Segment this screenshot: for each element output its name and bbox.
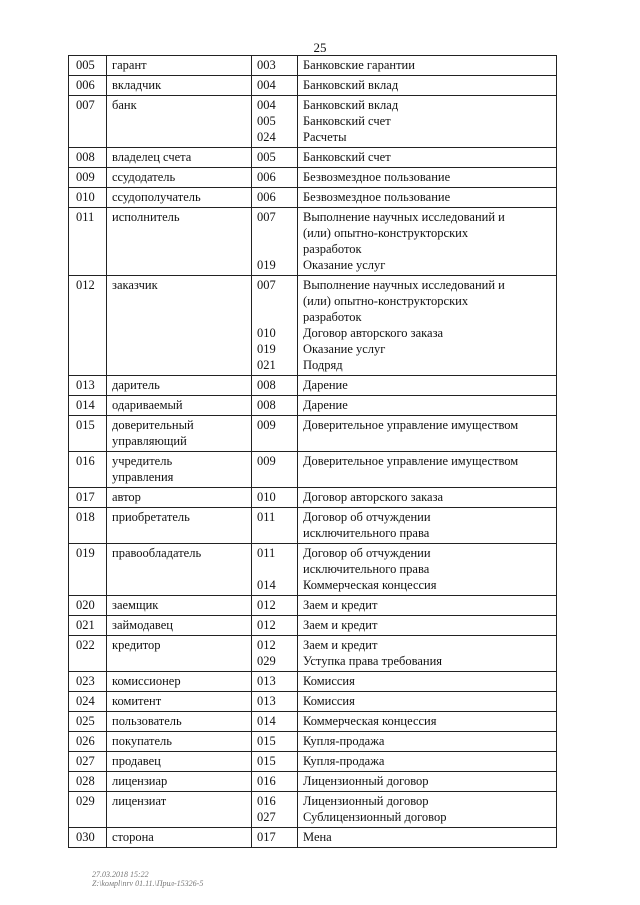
role-line: покупатель — [112, 734, 172, 748]
contract-code: 021 — [257, 358, 276, 372]
role-cell — [107, 96, 252, 148]
contract-cell — [298, 672, 557, 692]
table-row — [69, 544, 557, 596]
page-number: 25 — [313, 40, 327, 55]
code-cell — [252, 276, 298, 376]
row-number: 019 — [76, 546, 95, 560]
role-line: банк — [112, 98, 137, 112]
contract-line: исключительного права — [303, 562, 430, 576]
contract-cell — [298, 96, 557, 148]
role-cell — [107, 208, 252, 276]
role-cell — [107, 616, 252, 636]
contract-line: Купля-продажа — [303, 754, 385, 768]
contract-code: 007 — [257, 210, 276, 224]
table-row — [69, 712, 557, 732]
role-line: даритель — [112, 378, 160, 392]
role-line: займодавец — [112, 618, 173, 632]
table-row — [69, 56, 557, 76]
contract-code: 029 — [257, 654, 276, 668]
role-cell — [107, 732, 252, 752]
file-footer — [92, 870, 203, 888]
contract-cell — [298, 276, 557, 376]
row-number-cell — [69, 76, 107, 96]
role-line: владелец счета — [112, 150, 192, 164]
row-number-cell — [69, 752, 107, 772]
row-number: 028 — [76, 774, 95, 788]
row-number: 030 — [76, 830, 95, 844]
row-number-cell — [69, 488, 107, 508]
contract-code: 009 — [257, 454, 276, 468]
code-cell — [252, 56, 298, 76]
role-cell — [107, 396, 252, 416]
row-number: 027 — [76, 754, 95, 768]
role-line: заемщик — [112, 598, 159, 612]
contract-cell — [298, 148, 557, 168]
contract-cell — [298, 376, 557, 396]
contract-code: 019 — [257, 342, 276, 356]
table-row — [69, 168, 557, 188]
row-number: 023 — [76, 674, 95, 688]
role-cell — [107, 792, 252, 828]
contract-line: Банковский вклад — [303, 98, 399, 112]
contract-cell — [298, 732, 557, 752]
role-cell — [107, 76, 252, 96]
contract-cell — [298, 792, 557, 828]
contract-code: 006 — [257, 170, 276, 184]
row-number-cell — [69, 208, 107, 276]
row-number: 017 — [76, 490, 95, 504]
contract-line: Безвозмездное пользование — [303, 190, 451, 204]
code-cell — [252, 692, 298, 712]
contract-cell — [298, 712, 557, 732]
table-row — [69, 828, 557, 848]
role-cell — [107, 544, 252, 596]
contract-line: Расчеты — [303, 130, 347, 144]
code-cell — [252, 416, 298, 452]
row-number-cell — [69, 616, 107, 636]
contract-code: 016 — [257, 794, 276, 808]
contract-cell — [298, 188, 557, 208]
contract-cell — [298, 488, 557, 508]
contract-code: 010 — [257, 326, 276, 340]
table-row — [69, 616, 557, 636]
row-number: 011 — [76, 210, 95, 224]
table-row — [69, 76, 557, 96]
row-number-cell — [69, 188, 107, 208]
row-number: 029 — [76, 794, 95, 808]
row-number: 016 — [76, 454, 95, 468]
role-line: ссудополучатель — [112, 190, 201, 204]
contract-line: Договор авторского заказа — [303, 490, 444, 504]
code-cell — [252, 544, 298, 596]
code-cell — [252, 636, 298, 672]
role-cell — [107, 168, 252, 188]
contract-cell — [298, 752, 557, 772]
contract-line: Мена — [303, 830, 332, 844]
contract-code: 017 — [257, 830, 276, 844]
contract-line: Лицензионный договор — [303, 774, 429, 788]
contract-cell — [298, 636, 557, 672]
contract-code: 012 — [257, 618, 276, 632]
contract-line: Договор об отчуждении — [303, 546, 431, 560]
contract-line: Выполнение научных исследований и — [303, 210, 505, 224]
contract-line: Комиссия — [303, 694, 355, 708]
row-number-cell — [69, 596, 107, 616]
contract-code: 009 — [257, 418, 276, 432]
row-number: 022 — [76, 638, 95, 652]
contract-line: Оказание услуг — [303, 342, 386, 356]
contract-code: 024 — [257, 130, 276, 144]
contract-line: Дарение — [303, 378, 348, 392]
contract-line: Сублицензионный договор — [303, 810, 447, 824]
contract-code: 004 — [257, 78, 276, 92]
row-number-cell — [69, 692, 107, 712]
contract-line: Уступка права требования — [303, 654, 443, 668]
role-cell — [107, 276, 252, 376]
contract-line: разработок — [303, 242, 362, 256]
row-number: 014 — [76, 398, 95, 412]
contract-code: 013 — [257, 694, 276, 708]
role-line: управления — [112, 470, 174, 484]
contract-cell — [298, 208, 557, 276]
contract-line: Купля-продажа — [303, 734, 385, 748]
code-cell — [252, 452, 298, 488]
code-cell — [252, 772, 298, 792]
code-cell — [252, 96, 298, 148]
table-row — [69, 416, 557, 452]
row-number: 009 — [76, 170, 95, 184]
code-cell — [252, 188, 298, 208]
role-cell — [107, 148, 252, 168]
table-row — [69, 208, 557, 276]
table-row — [69, 672, 557, 692]
role-line: гарант — [112, 58, 147, 72]
row-number: 006 — [76, 78, 95, 92]
table-row — [69, 636, 557, 672]
row-number-cell — [69, 828, 107, 848]
row-number-cell — [69, 56, 107, 76]
role-cell — [107, 752, 252, 772]
row-number: 021 — [76, 618, 95, 632]
contract-cell — [298, 416, 557, 452]
table-row — [69, 96, 557, 148]
role-line: лицензиат — [112, 794, 167, 808]
footer-path: Z:\koмpl\nrv 01.11.\Прил-15326-5 — [92, 879, 204, 888]
contract-cell — [298, 772, 557, 792]
role-cell — [107, 488, 252, 508]
table-row — [69, 792, 557, 828]
contract-cell — [298, 56, 557, 76]
contract-cell — [298, 616, 557, 636]
table-row — [69, 772, 557, 792]
contract-line: Банковский счет — [303, 150, 391, 164]
role-cell — [107, 508, 252, 544]
row-number-cell — [69, 508, 107, 544]
role-cell — [107, 452, 252, 488]
contract-code: 008 — [257, 378, 276, 392]
code-cell — [252, 672, 298, 692]
contract-code: 012 — [257, 598, 276, 612]
row-number-cell — [69, 96, 107, 148]
role-line: сторона — [112, 830, 154, 844]
role-cell — [107, 56, 252, 76]
code-cell — [252, 396, 298, 416]
contract-line: Доверительное управление имуществом — [303, 454, 519, 468]
row-number-cell — [69, 672, 107, 692]
role-cell — [107, 672, 252, 692]
contract-code: 015 — [257, 754, 276, 768]
contract-cell — [298, 544, 557, 596]
table-row — [69, 732, 557, 752]
contract-code: 027 — [257, 810, 276, 824]
role-cell — [107, 712, 252, 732]
row-number: 013 — [76, 378, 95, 392]
row-number: 005 — [76, 58, 95, 72]
contract-cell — [298, 828, 557, 848]
contract-line: Договор об отчуждении — [303, 510, 431, 524]
role-line: продавец — [112, 754, 161, 768]
role-cell — [107, 188, 252, 208]
code-cell — [252, 616, 298, 636]
role-cell — [107, 772, 252, 792]
contract-line: Банковские гарантии — [303, 58, 415, 72]
row-number-cell — [69, 376, 107, 396]
code-cell — [252, 752, 298, 772]
contract-code: 013 — [257, 674, 276, 688]
contract-line: Выполнение научных исследований и — [303, 278, 505, 292]
contract-cell — [298, 692, 557, 712]
contract-line: Дарение — [303, 398, 348, 412]
contract-line: (или) опытно-конструкторских — [303, 226, 469, 240]
contract-line: Доверительное управление имуществом — [303, 418, 519, 432]
role-line: одариваемый — [112, 398, 183, 412]
role-line: пользователь — [112, 714, 182, 728]
code-cell — [252, 208, 298, 276]
contract-line: Комиссия — [303, 674, 355, 688]
contract-code: 015 — [257, 734, 276, 748]
table-row — [69, 692, 557, 712]
row-number-cell — [69, 792, 107, 828]
role-line: комиссионер — [112, 674, 181, 688]
contract-line: Заем и кредит — [303, 638, 378, 652]
row-number-cell — [69, 732, 107, 752]
role-line: приобретатель — [112, 510, 190, 524]
row-number: 020 — [76, 598, 95, 612]
contract-cell — [298, 168, 557, 188]
contract-line: разработок — [303, 310, 362, 324]
code-cell — [252, 376, 298, 396]
footer-timestamp: 27.03.2018 15:22 — [92, 870, 149, 879]
code-cell — [252, 148, 298, 168]
table-row — [69, 188, 557, 208]
contract-line: Банковский вклад — [303, 78, 399, 92]
table-row — [69, 452, 557, 488]
contract-cell — [298, 452, 557, 488]
role-line: кредитор — [112, 638, 161, 652]
row-number-cell — [69, 276, 107, 376]
role-line: учредитель — [112, 454, 173, 468]
row-number-cell — [69, 416, 107, 452]
row-number-cell — [69, 712, 107, 732]
code-cell — [252, 596, 298, 616]
row-number: 012 — [76, 278, 95, 292]
contract-code: 005 — [257, 114, 276, 128]
contract-cell — [298, 596, 557, 616]
row-number: 018 — [76, 510, 95, 524]
contract-cell — [298, 396, 557, 416]
code-cell — [252, 508, 298, 544]
table-row — [69, 148, 557, 168]
contract-cell — [298, 508, 557, 544]
contract-code: 003 — [257, 58, 276, 72]
table-row — [69, 376, 557, 396]
role-line: управляющий — [112, 434, 187, 448]
table-row — [69, 596, 557, 616]
role-cell — [107, 376, 252, 396]
contract-code: 008 — [257, 398, 276, 412]
row-number-cell — [69, 544, 107, 596]
contract-code: 012 — [257, 638, 276, 652]
contract-code: 011 — [257, 510, 276, 524]
role-line: вкладчик — [112, 78, 162, 92]
role-contract-table — [68, 55, 557, 848]
table-row — [69, 276, 557, 376]
contract-line: Коммерческая концессия — [303, 714, 437, 728]
contract-code: 014 — [257, 578, 276, 592]
contract-line: Коммерческая концессия — [303, 578, 437, 592]
role-line: комитент — [112, 694, 162, 708]
code-cell — [252, 732, 298, 752]
contract-code: 010 — [257, 490, 276, 504]
role-cell — [107, 636, 252, 672]
role-line: автор — [112, 490, 141, 504]
row-number: 024 — [76, 694, 95, 708]
role-line: доверительный — [112, 418, 194, 432]
role-line: исполнитель — [112, 210, 180, 224]
contract-line: Оказание услуг — [303, 258, 386, 272]
contract-line: Заем и кредит — [303, 598, 378, 612]
row-number-cell — [69, 452, 107, 488]
table-row — [69, 508, 557, 544]
role-line: ссудодатель — [112, 170, 176, 184]
contract-line: Безвозмездное пользование — [303, 170, 451, 184]
contract-line: (или) опытно-конструкторских — [303, 294, 469, 308]
row-number-cell — [69, 168, 107, 188]
contract-line: Договор авторского заказа — [303, 326, 444, 340]
contract-line: Лицензионный договор — [303, 794, 429, 808]
row-number-cell — [69, 148, 107, 168]
table-row — [69, 752, 557, 772]
contract-code: 014 — [257, 714, 276, 728]
contract-code: 011 — [257, 546, 276, 560]
contract-code: 004 — [257, 98, 276, 112]
role-cell — [107, 828, 252, 848]
contract-line: Банковский счет — [303, 114, 391, 128]
contract-cell — [298, 76, 557, 96]
contract-code: 005 — [257, 150, 276, 164]
role-cell — [107, 692, 252, 712]
table-row — [69, 396, 557, 416]
row-number: 015 — [76, 418, 95, 432]
role-cell — [107, 416, 252, 452]
code-cell — [252, 828, 298, 848]
code-cell — [252, 76, 298, 96]
table-row — [69, 488, 557, 508]
contract-line: Подряд — [303, 358, 343, 372]
contract-code: 019 — [257, 258, 276, 272]
contract-line: исключительного права — [303, 526, 430, 540]
row-number: 008 — [76, 150, 95, 164]
code-cell — [252, 792, 298, 828]
role-line: правообладатель — [112, 546, 202, 560]
code-cell — [252, 488, 298, 508]
row-number: 025 — [76, 714, 95, 728]
row-number: 010 — [76, 190, 95, 204]
row-number-cell — [69, 772, 107, 792]
contract-code: 006 — [257, 190, 276, 204]
role-line: заказчик — [112, 278, 158, 292]
row-number: 007 — [76, 98, 95, 112]
code-cell — [252, 712, 298, 732]
role-cell — [107, 596, 252, 616]
role-line: лицензиар — [112, 774, 168, 788]
contract-code: 007 — [257, 278, 276, 292]
row-number: 026 — [76, 734, 95, 748]
row-number-cell — [69, 396, 107, 416]
contract-line: Заем и кредит — [303, 618, 378, 632]
contract-code: 016 — [257, 774, 276, 788]
row-number-cell — [69, 636, 107, 672]
code-cell — [252, 168, 298, 188]
